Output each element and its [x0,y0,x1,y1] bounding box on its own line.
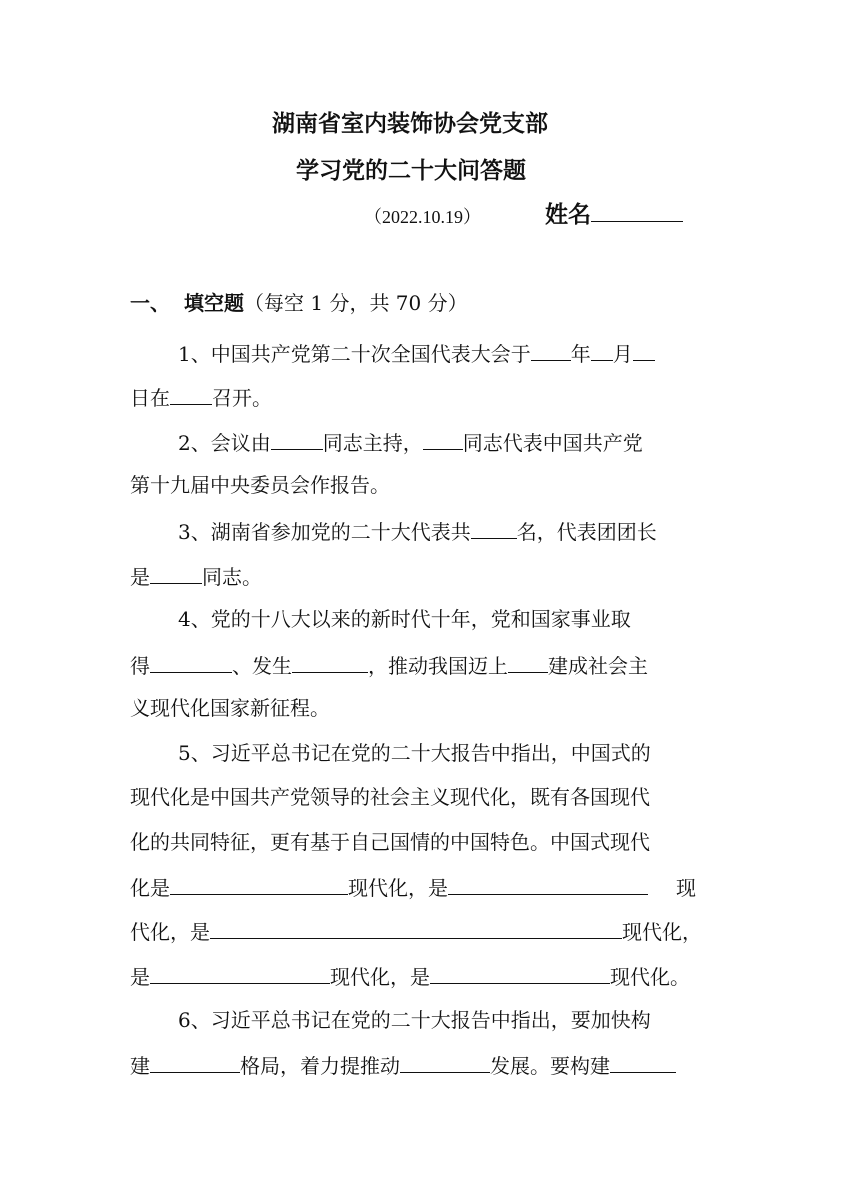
q2-blank-reporter[interactable] [423,429,463,450]
q4-blank-1[interactable] [150,652,232,673]
q6-blank-2[interactable] [400,1052,490,1073]
q5-blank-3[interactable] [210,918,622,939]
q6-text-2c: 发展。要构建 [490,1054,610,1078]
name-field [545,201,683,229]
q2-blank-host[interactable] [271,429,323,450]
q6-blank-1[interactable] [150,1052,240,1073]
q1-line-2 [130,384,272,410]
q5-text-4c: 现 [676,876,696,900]
q1-text-day: 日在 [130,386,170,410]
q1-text-a: 1、中国共产党第二十次全国代表大会于 [178,342,531,366]
q5-text-6b: 现代化，是 [330,965,430,989]
q3-blank-leader[interactable] [150,563,202,584]
section-note: （每空 1 分，共 70 分） [244,291,468,315]
q4-text-b: 得 [130,654,150,678]
q5-text-6c: 现代化。 [610,965,690,989]
title-line-1: 湖南省室内装饰协会党支部 [272,110,548,137]
q5-line-4 [130,874,696,900]
q1-text-end: 召开。 [212,386,272,410]
q1-blank-year[interactable] [531,340,571,361]
q2-line-2: 第十九届中央委员会作报告。 [130,473,390,497]
q4-text-d: ，推动我国迈上 [368,654,508,678]
q4-line-3: 义现代化国家新征程。 [130,696,330,720]
q4-blank-2[interactable] [292,652,368,673]
q2-text-b: 同志主持， [322,431,423,455]
q1-line-1 [178,340,655,366]
q5-text-4b: 现代化，是 [348,876,448,900]
q1-blank-day[interactable] [633,340,655,361]
q6-line-1: 6、习近平总书记在党的二十大报告中指出，要加快构 [178,1008,651,1032]
q1-text-year: 年 [570,342,591,366]
q1-text-month: 月 [612,342,633,366]
section-number: 一、 [130,291,170,315]
q3-line-1 [178,518,657,544]
q3-text-b: 名，代表团团长 [516,520,657,544]
q5-text-4a: 化是 [130,876,170,900]
q5-line-3: 化的共同特征，更有基于自己国情的中国特色。中国式现代 [130,830,650,854]
q3-text-c: 是 [130,565,150,589]
q4-text-c: 、发生 [232,654,292,678]
q2-line-1 [178,429,643,455]
name-label: 姓名 [545,201,591,228]
section-title: 填空题 [184,291,244,315]
q5-text-5b: 现代化， [622,920,702,944]
date: （2022.10.19） [364,207,481,227]
q5-line-2: 现代化是中国共产党领导的社会主义现代化，既有各国现代 [130,785,650,809]
q5-blank-4[interactable] [150,963,330,984]
q3-text-a: 3、湖南省参加党的二十大代表共 [178,520,471,544]
q5-blank-5[interactable] [430,963,610,984]
q2-text-c: 同志代表中国共产党 [462,431,643,455]
title-line-2: 学习党的二十大问答题 [296,157,526,184]
q5-text-6a: 是 [130,965,150,989]
q6-blank-3[interactable] [610,1052,676,1073]
q1-blank-month[interactable] [591,340,613,361]
q5-blank-1[interactable] [170,874,348,895]
q5-line-5 [130,918,702,944]
q6-text-2b: 格局，着力提推动 [240,1054,400,1078]
q6-line-2 [130,1052,676,1078]
q1-blank-place[interactable] [170,384,212,405]
name-blank[interactable] [591,201,683,222]
q3-text-d: 同志。 [202,565,262,589]
q4-blank-3[interactable] [508,652,548,673]
q5-text-5a: 代化，是 [130,920,210,944]
q6-text-2a: 建 [130,1054,150,1078]
q2-text-a: 2、会议由 [178,431,271,455]
section-heading [130,291,468,315]
q4-line-1: 4、党的十八大以来的新时代十年，党和国家事业取 [178,607,631,631]
q5-blank-2[interactable] [448,874,648,895]
q3-blank-count[interactable] [471,518,517,539]
q4-line-2 [130,652,648,678]
q5-line-1: 5、习近平总书记在党的二十大报告中指出，中国式的 [178,741,651,765]
q5-line-6 [130,963,690,989]
q3-line-2 [130,563,262,589]
q4-text-e: 建成社会主 [548,654,648,678]
